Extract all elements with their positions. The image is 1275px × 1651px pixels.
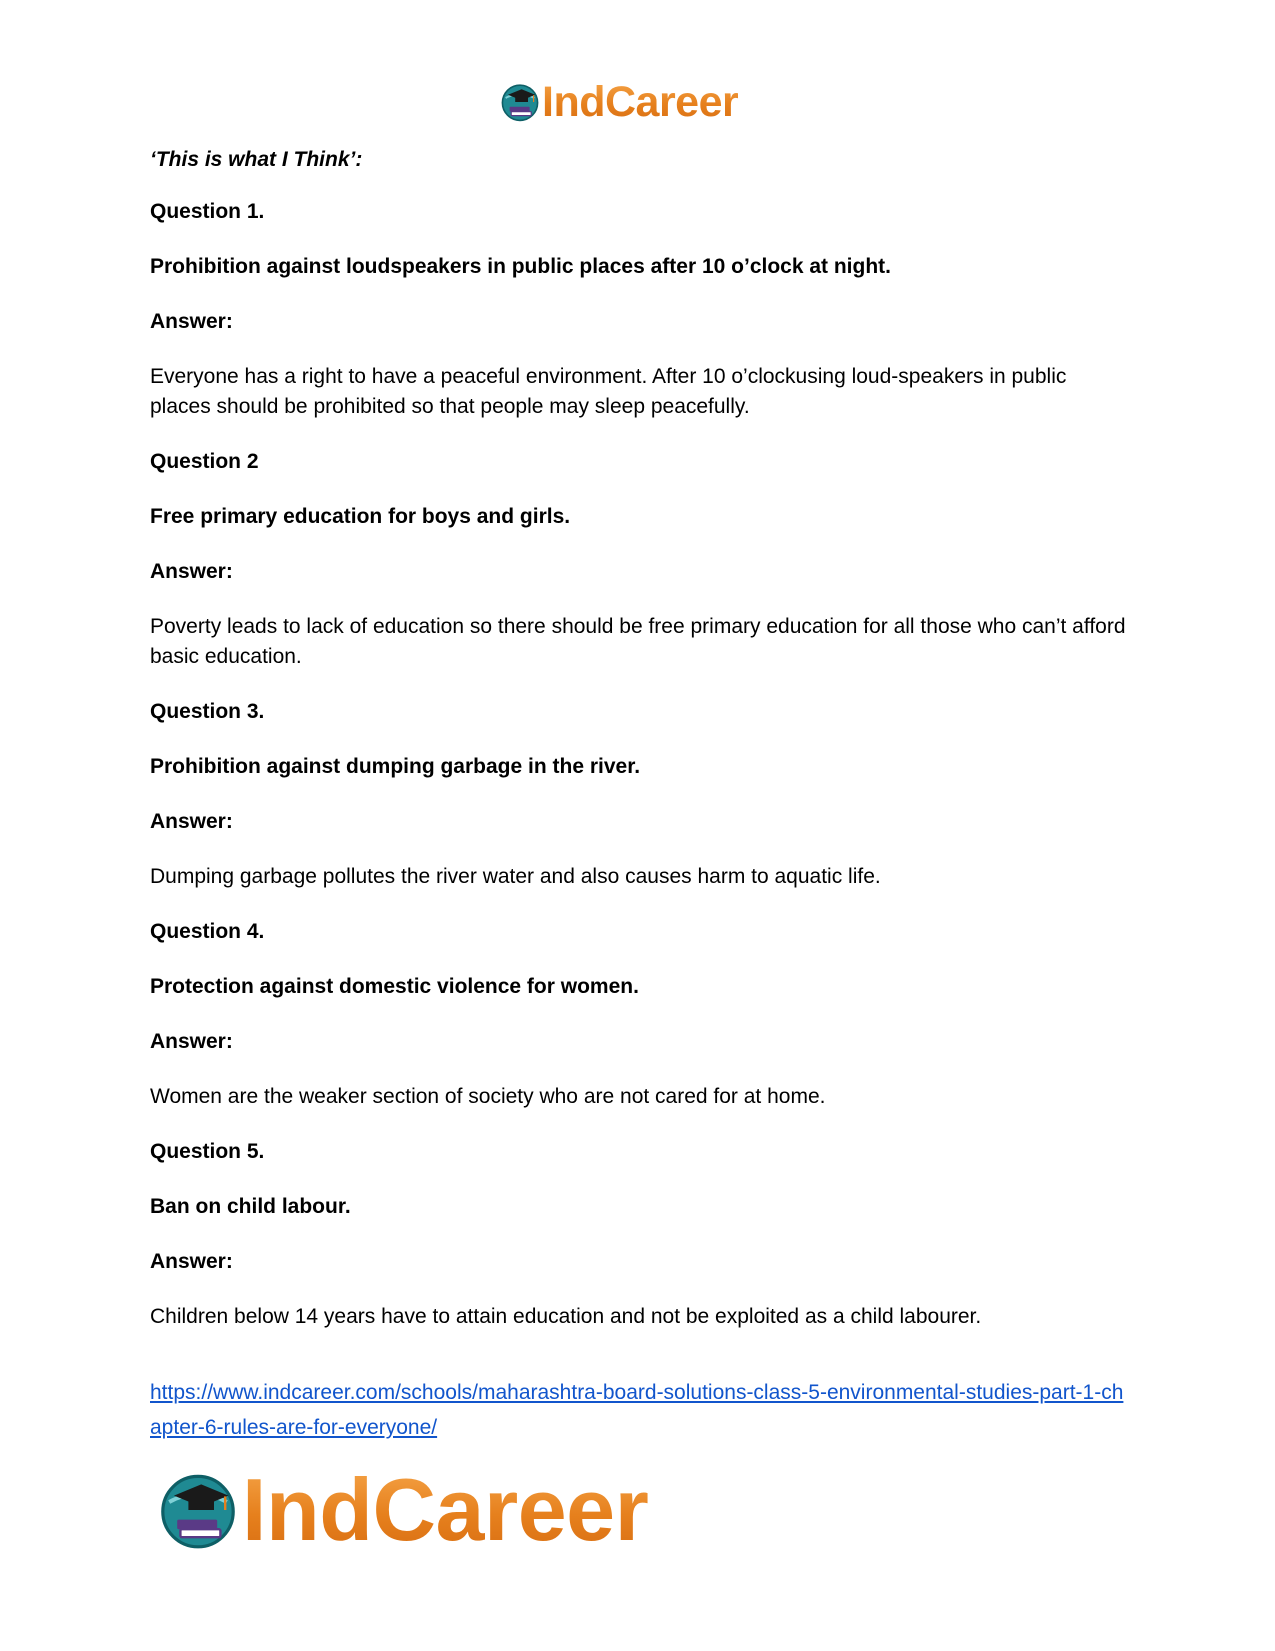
answer-label: Answer: (150, 560, 233, 583)
question-label: Question 1. (150, 200, 265, 223)
qa-item-2 (150, 447, 1130, 672)
answer-label: Answer: (150, 1250, 233, 1273)
document-body (150, 145, 1130, 1445)
logo-wordmark: IndCareer (542, 78, 739, 126)
question-text: Ban on child labour. (150, 1195, 351, 1218)
qa-item-3 (150, 697, 1130, 892)
answer-label: Answer: (150, 810, 233, 833)
question-text: Free primary education for boys and girls. (150, 505, 571, 528)
answer-text: Children below 14 years have to attain education and not be exploited as a child labourer. (150, 1305, 982, 1328)
logo-wordmark: IndCareer (242, 1460, 649, 1559)
qa-item-5 (150, 1137, 1130, 1332)
answer-label: Answer: (150, 1030, 233, 1053)
qa-item-1 (150, 197, 1130, 422)
question-label: Question 4. (150, 920, 265, 943)
footer-logo (158, 1462, 648, 1558)
answer-text: Everyone has a right to have a peaceful environment. After 10 o’clockusing loud-speakers in public places should be prohibited so that people may sleep peacefully. (150, 365, 1067, 418)
question-label: Question 3. (150, 700, 265, 723)
question-label: Question 2 (150, 450, 259, 473)
header-logo (500, 78, 738, 126)
question-text: Prohibition against loudspeakers in public places after 10 o’clock at night. (150, 255, 891, 278)
question-text: Protection against domestic violence for women. (150, 975, 639, 998)
answer-text: Poverty leads to lack of education so there should be free primary education for all those who can’t afford basic education. (150, 615, 1126, 668)
answer-label: Answer: (150, 310, 233, 333)
answer-text: Dumping garbage pollutes the river water and also causes harm to aquatic life. (150, 865, 881, 888)
source-link[interactable]: https://www.indcareer.com/schools/maharashtra-board-solutions-class-5-environmental-studies-part-1-chapter-6-rules-are-for-everyone/ (150, 1381, 1124, 1439)
question-label: Question 5. (150, 1140, 265, 1163)
qa-item-4 (150, 917, 1130, 1112)
graduation-cap-globe-books-icon (158, 1470, 238, 1550)
graduation-cap-globe-books-icon (500, 82, 540, 122)
question-text: Prohibition against dumping garbage in the river. (150, 755, 641, 778)
answer-text: Women are the weaker section of society who are not cared for at home. (150, 1085, 826, 1108)
section-intro: ‘This is what I Think’: (150, 148, 363, 171)
